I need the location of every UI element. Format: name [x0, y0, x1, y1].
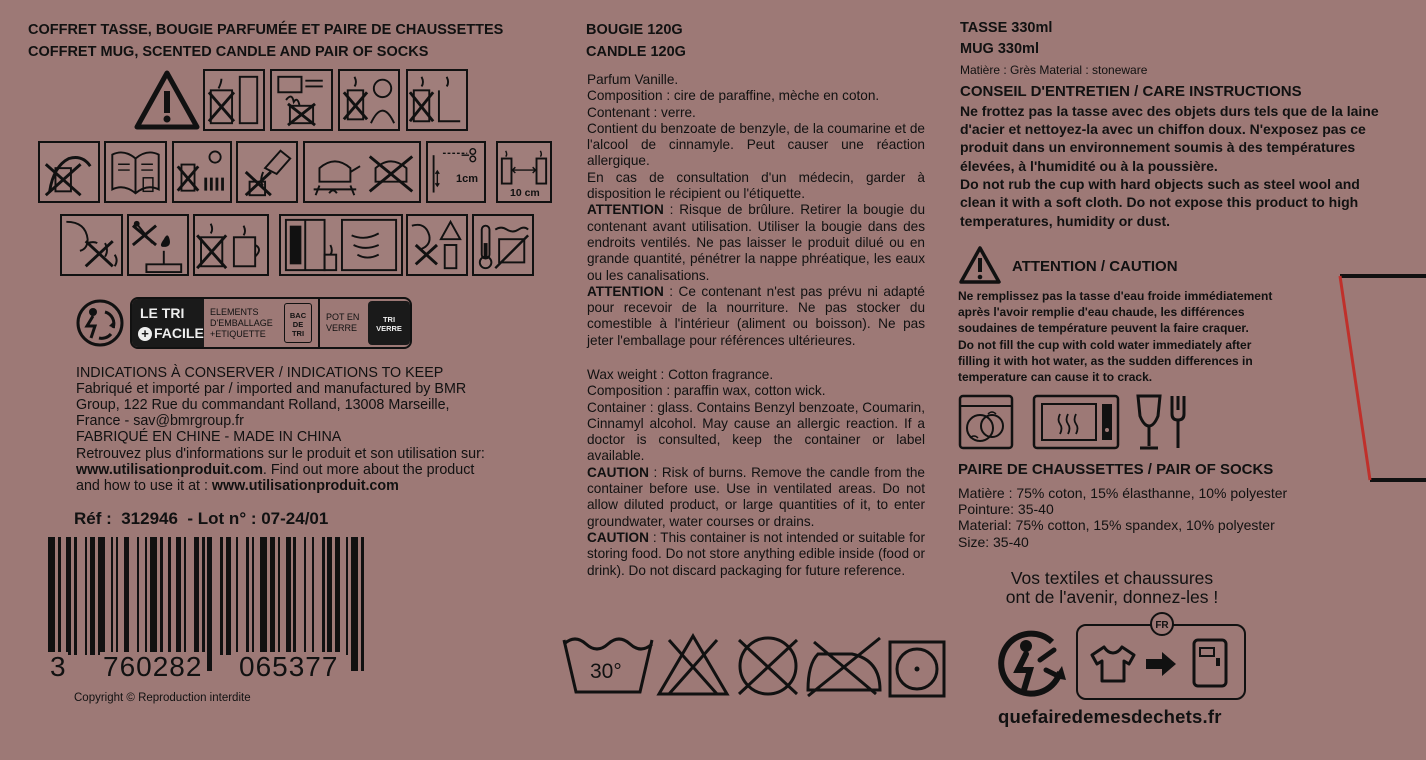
- read-instructions-icon: [104, 141, 167, 203]
- more-info-line-1: Retrouvez plus d'informations sur le produit et son utilisation sur:: [76, 446, 485, 462]
- candle-text-en: [587, 367, 925, 579]
- barcode-bar: [150, 537, 157, 655]
- candle-fr-3: Contenant : verre.: [587, 104, 696, 120]
- barcode-bar: [124, 537, 129, 655]
- copyright: Copyright © Reproduction interdite: [74, 692, 251, 704]
- socks-line-1: Matière : 75% coton, 15% élasthanne, 10% polyester: [958, 485, 1288, 501]
- wash-temp: 30°: [590, 660, 622, 683]
- barcode-bar: [116, 537, 118, 655]
- barcode-digits-last: 065377: [236, 652, 341, 682]
- no-candle-jar-icon: [193, 214, 269, 276]
- barcode-bar: [312, 537, 314, 655]
- no-heat-source-icon: [472, 214, 534, 276]
- candle-title-fr: BOUGIE 120G: [586, 22, 683, 38]
- usage-url-2[interactable]: www.utilisationproduit.com: [211, 478, 399, 494]
- maker-line-2: Group, 122 Rue du commandant Rolland, 13008 Marseille,: [76, 397, 450, 413]
- barcode-bar: [304, 537, 306, 655]
- barcode-bar: [278, 537, 280, 655]
- maker-line-1: Fabriqué et importé par / imported and manufactured by BMR: [76, 381, 467, 397]
- textile-slogan-2: ont de l'avenir, donnez-les !: [1005, 587, 1219, 607]
- attn-fr-3: soudaines de température peuvent la faire craquer.: [958, 321, 1249, 335]
- barcode-bar: [286, 537, 291, 655]
- attn-fr-2: après l'avoir remplie d'eau chaude, les différences: [958, 305, 1245, 319]
- sort-bin-icon: BAC DE TRI: [284, 303, 312, 343]
- no-draft-window-icon: [279, 214, 403, 276]
- care-heading: CONSEIL D'ENTRETIEN / CARE INSTRUCTIONS: [960, 83, 1302, 100]
- care-en-1: Do not rub the cup with hard objects such as steel wool and: [960, 176, 1360, 192]
- tshirt-icon: [1090, 644, 1136, 684]
- care-fr-2: d'acier et nettoyez-la avec un chiffon doux. N'exposez pas ce: [960, 121, 1366, 137]
- barcode-bar: [194, 537, 199, 655]
- barcode-bar: [270, 537, 275, 655]
- barcode-bar: [322, 537, 324, 655]
- textile-slogan: [960, 569, 1264, 607]
- barcode-bar: [90, 537, 95, 655]
- warning-triangle-icon: [133, 69, 201, 131]
- candle-title-en: CANDLE 120G: [586, 44, 686, 60]
- recycling-website[interactable]: quefairedemesdechets.fr: [998, 706, 1222, 727]
- candle-en-3: Container : glass. Contains Benzyl benzoate, Coumarin, Cinnamyl alcohol. May cause an allergic reaction. If a doctor is consulted, keep the container or label available.: [587, 399, 925, 464]
- care-en-3: temperatures, humidity or dust.: [960, 213, 1171, 229]
- keep-from-flammables-icon: [270, 69, 333, 131]
- more-info-line-2: www.utilisationproduit.com. Find out more about the product: [76, 462, 475, 478]
- no-extinguish-hand-icon: [38, 141, 100, 203]
- no-match-candle-icon: [127, 214, 189, 276]
- barcode-bar: [246, 537, 248, 655]
- care-en-2: clean it with a soft cloth. Do not expose this product to high: [960, 194, 1359, 210]
- no-bleach-icon: [655, 632, 731, 698]
- barcode-bar: [327, 537, 332, 655]
- wash-30-icon: [560, 634, 656, 696]
- barcode-bar: [85, 537, 87, 655]
- glass-bin-icon: TRI VERRE: [368, 301, 410, 345]
- no-children-candle-icon: [338, 69, 400, 131]
- care-fr-4: élevées, à l'humidité ou à la poussière.: [960, 158, 1218, 174]
- tri-facile-banner: [130, 297, 412, 349]
- attn-en-2: filling it with hot water, as the sudden differences in: [958, 354, 1253, 368]
- triman-recycle-icon-2: [996, 626, 1072, 702]
- mug-material: Matière : Grès Material : stoneware: [960, 63, 1148, 77]
- mug-outline: [1336, 264, 1426, 488]
- space-10cm-icon: [496, 141, 552, 203]
- candle-en-1: Wax weight : Cotton fragrance.: [587, 367, 774, 382]
- barcode-bar: [66, 537, 71, 655]
- barcode-bar: [226, 537, 231, 655]
- no-unattended-candle-icon: [406, 69, 468, 131]
- candle-fr-7: ATTENTION : Ce contenant n'est pas prévu ni adapté pour recevoir de la nourriture. Ne pas stocker du comestible à l'intérieur (aliment ou boisson). Ne pas jeter l'emballage pour références ultérieures.: [587, 283, 925, 348]
- fr-badge: FR: [1150, 612, 1174, 636]
- badge-line-2: + FACILE: [138, 325, 204, 341]
- glass-jar-label: POT EN VERRE: [326, 312, 360, 333]
- candle-fr-6: ATTENTION : Risque de brûlure. Retirer la bougie du contenant avant utilisation. Utiliser la bougie dans des endroits ventilés. Ne pas laisser le produit dilué ou en grande quantité, pénétrer la nappe phréatique, les eaux ou les canalisations.: [587, 202, 925, 283]
- barcode-bar: [176, 537, 181, 655]
- maker-line-3: France - sav@bmrgroup.fr: [76, 413, 244, 429]
- barcode-bar: [202, 537, 204, 671]
- barcode-bar: [236, 537, 238, 655]
- attn-fr-1: Ne remplissez pas la tasse d'eau froide immédiatement: [958, 289, 1273, 303]
- barcode-bar: [351, 537, 358, 671]
- candle-text-fr: [587, 72, 925, 349]
- barcode: [48, 537, 364, 663]
- no-sleep-candle-icon: [406, 214, 468, 276]
- dishwasher-safe-icon: [958, 394, 1014, 450]
- mug-title-fr: TASSE 330ml: [960, 20, 1053, 36]
- microwave-safe-icon: [1032, 394, 1120, 450]
- barcode-bar: [346, 537, 348, 655]
- triman-recycle-icon: [75, 298, 125, 348]
- no-tumble-dry-icon: [735, 634, 801, 698]
- tri-facile-badge: [132, 299, 204, 347]
- dry-clean-icon: [888, 640, 946, 698]
- food-safe-icon: [1132, 392, 1192, 452]
- no-pour-water-icon: [303, 141, 421, 203]
- no-flammable-nearby-icon: [172, 141, 232, 203]
- barcode-bar: [220, 537, 222, 655]
- barcode-digit-first: 3: [50, 651, 66, 682]
- more-info-line-3: and how to use it at : www.utilisationproduit.com: [76, 478, 399, 494]
- packaging-elements-label: ELEMENTS D'EMBALLAGE +ETIQUETTE: [210, 307, 273, 339]
- arrow-right-icon: [1144, 650, 1178, 678]
- barcode-bar: [98, 537, 105, 655]
- keep-heading: INDICATIONS À CONSERVER / INDICATIONS TO KEEP: [76, 365, 444, 381]
- barcode-bar: [184, 537, 186, 655]
- candle-en-4: CAUTION : Risk of burns. Remove the candle from the container before use. Use in ventilated areas. Do not allow diluted product, or large quantities of it, to enter groundwater, water courses or drains.: [587, 464, 925, 529]
- candle-en-5: CAUTION : This container is not intended or suitable for storing food. Do not store anything edible inside (food or drink). Do not discard packaging for future reference.: [587, 529, 925, 578]
- socks-heading: PAIRE DE CHAUSSETTES / PAIR OF SOCKS: [958, 461, 1274, 478]
- usage-url-1[interactable]: www.utilisationproduit.com: [76, 462, 263, 478]
- textile-slogan-1: Vos textiles et chaussures: [1010, 568, 1214, 588]
- attn-en-1: Do not fill the cup with cold water immediately after: [958, 338, 1252, 352]
- made-in-china: FABRIQUÉ EN CHINE - MADE IN CHINA: [76, 429, 342, 445]
- badge-line-1: LE TRI: [140, 305, 185, 321]
- collection-bin-icon: [1190, 636, 1230, 690]
- no-iron-icon: [804, 634, 884, 698]
- care-fr-3: produit dans un environnement soumis à des températures: [960, 139, 1356, 155]
- space-label: 10 cm: [510, 187, 540, 199]
- socks-line-2: Pointure: 35-40: [958, 501, 1054, 517]
- barcode-bar: [160, 537, 162, 655]
- attention-triangle-icon: [958, 245, 1002, 285]
- trim-label: 1cm: [456, 173, 479, 185]
- trim-wick-1cm-icon: [426, 141, 486, 203]
- mug-title-en: MUG 330ml: [960, 41, 1039, 57]
- textile-info-box: [1076, 620, 1246, 700]
- candle-fr-1: Parfum Vanille.: [587, 72, 679, 87]
- barcode-bar: [335, 537, 340, 655]
- socks-line-3: Material: 75% cotton, 15% spandex, 10% polyester: [958, 517, 1275, 533]
- box-title-fr: COFFRET TASSE, BOUGIE PARFUMÉE ET PAIRE DE CHAUSSETTES: [28, 22, 504, 38]
- barcode-bar: [252, 537, 254, 655]
- barcode-digits-mid: 760282: [100, 652, 205, 682]
- barcode-bar: [361, 537, 363, 671]
- barcode-bar: [74, 537, 76, 655]
- care-fr-1: Ne frottez pas la tasse avec des objets durs tels que de la laine: [960, 103, 1379, 119]
- no-children-door-icon: [203, 69, 265, 131]
- attention-heading: ATTENTION / CAUTION: [1012, 258, 1178, 275]
- attn-en-3: temperature can cause it to crack.: [958, 370, 1153, 384]
- candle-fr-5: En cas de consultation d'un médecin, garder à disposition le récipient ou l'étiquette.: [587, 169, 925, 202]
- barcode-bar: [111, 537, 113, 655]
- box-title-en: COFFRET MUG, SCENTED CANDLE AND PAIR OF SOCKS: [28, 44, 429, 60]
- barcode-bar: [145, 537, 147, 655]
- candle-fr-4: Contient du benzoate de benzyle, de la coumarine et de l'alcool de cinnamyle. Peut causer une réaction allergique.: [587, 120, 925, 169]
- no-candle-group-icon: [236, 141, 298, 203]
- ref-lot: Réf : 312946 - Lot n° : 07-24/01: [74, 509, 329, 528]
- socks-line-4: Size: 35-40: [958, 534, 1029, 550]
- candle-en-2: Composition : paraffin wax, cotton wick.: [587, 383, 826, 399]
- barcode-bar: [260, 537, 267, 655]
- barcode-bar: [207, 537, 212, 671]
- barcode-bar: [137, 537, 139, 655]
- candle-fr-2: Composition : cire de paraffine, mèche en coton.: [587, 88, 880, 104]
- no-blow-icon: [60, 214, 123, 276]
- barcode-bar: [293, 537, 295, 655]
- barcode-bar: [168, 537, 170, 655]
